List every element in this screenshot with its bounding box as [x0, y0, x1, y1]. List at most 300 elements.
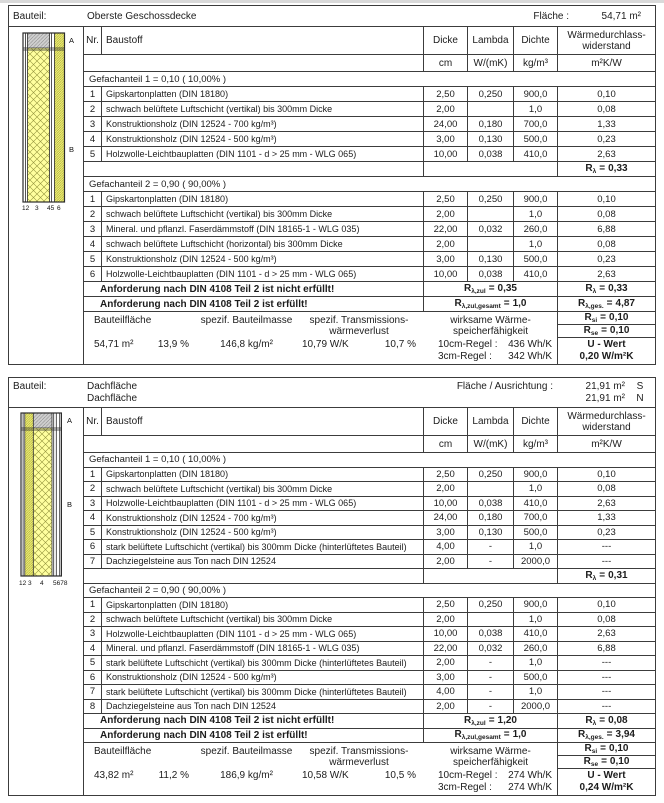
r-result: $R_\lambda = 0,33$ — [585, 283, 628, 295]
regel-3cm-value: 342 Wh/K — [508, 351, 552, 362]
requirement-row-2 — [84, 729, 655, 744]
gefach2-rows — [84, 192, 655, 282]
section-r-row — [84, 162, 655, 177]
material-lambda — [468, 482, 514, 496]
gefach1-rows — [84, 87, 655, 162]
material-name: Dachziegelsteine aus Ton nach DIN 12524 — [102, 700, 424, 714]
material-name: Mineral. und pflanzl. Faserdämmstoff (DIN 18165-1 - WLG 035) — [102, 642, 424, 656]
material-dicke: 2,00 — [424, 613, 468, 627]
r-gesamt: $R_{\lambda,ges.} = 4,87$ — [578, 298, 635, 310]
material-dichte: 500,0 — [514, 526, 558, 540]
material-row — [84, 627, 655, 642]
material-dicke: 10,00 — [424, 627, 468, 641]
material-name: Gipskartonplatten (DIN 18180) — [102, 192, 424, 206]
material-nr: 6 — [84, 540, 102, 554]
material-r: 0,08 — [597, 483, 616, 495]
material-name: stark belüftete Luftschicht (vertikal) bis 300mm Dicke (hinterlüftetes Bauteil) — [102, 685, 424, 699]
material-nr: 3 — [84, 627, 102, 641]
materials-table — [84, 27, 655, 364]
material-r: 0,23 — [597, 133, 616, 145]
material-r: 0,08 — [597, 613, 616, 625]
material-name: schwach belüftete Luftschicht (vertikal) bis 300mm Dicke — [102, 102, 424, 116]
stat-transmission-value: 10,79 W/K — [302, 339, 349, 350]
material-lambda: 0,130 — [468, 252, 514, 266]
r-se: $R_{se} = 0,10$ — [583, 756, 630, 768]
material-dichte: 1,0 — [514, 102, 558, 116]
unit-dichte: kg/m³ — [514, 436, 558, 452]
material-dichte: 500,0 — [514, 252, 558, 266]
requirement-text: Anforderung nach DIN 4108 Teil 2 ist erfüllt! — [84, 297, 424, 311]
material-dicke: 3,00 — [424, 526, 468, 540]
col-dichte: Dichte — [514, 27, 558, 54]
unit-empty — [84, 436, 424, 452]
material-r: 0,08 — [597, 238, 616, 250]
material-row — [84, 207, 655, 222]
material-r: 6,88 — [597, 642, 616, 654]
stat-label-bauteilmasse: spezif. Bauteilmasse — [200, 746, 293, 757]
material-dicke: 2,50 — [424, 468, 468, 482]
material-dichte: 900,0 — [514, 598, 558, 612]
material-r: 0,10 — [597, 468, 616, 480]
material-row — [84, 598, 655, 613]
material-dicke: 3,00 — [424, 252, 468, 266]
material-row — [84, 685, 655, 700]
material-dicke: 2,00 — [424, 656, 468, 670]
material-dicke: 3,00 — [424, 132, 468, 146]
requirement-text: Anforderung nach DIN 4108 Teil 2 ist erfüllt! — [84, 729, 424, 743]
stat-label-bauteilflaeche: Bauteilfläche — [94, 315, 152, 326]
unit-empty — [84, 55, 424, 71]
material-nr: 8 — [84, 700, 102, 714]
material-lambda: - — [468, 671, 514, 685]
material-dicke: 4,00 — [424, 540, 468, 554]
col-waermedurchlass: Wärmedurchlass- widerstand — [567, 29, 646, 52]
material-lambda — [468, 237, 514, 251]
material-r: 1,33 — [597, 118, 616, 130]
material-dicke: 24,00 — [424, 511, 468, 525]
material-name: schwach belüftete Luftschicht (vertikal) bis 300mm Dicke — [102, 482, 424, 496]
diagram-label-b: B — [69, 145, 75, 154]
material-dichte: 900,0 — [514, 192, 558, 206]
material-dichte: 1,0 — [514, 207, 558, 221]
material-dichte: 1,0 — [514, 237, 558, 251]
col-lambda: Lambda — [468, 408, 514, 435]
material-dichte: 1,0 — [514, 656, 558, 670]
material-dicke: 10,00 — [424, 267, 468, 281]
material-dichte: 260,0 — [514, 642, 558, 656]
diagram-label-a: A — [69, 36, 75, 45]
regel-3cm-label: 3cm-Regel : — [438, 782, 492, 793]
col-waermedurchlass: Wärmedurchlass- widerstand — [567, 410, 646, 433]
material-r: 6,88 — [597, 223, 616, 235]
material-name: Holzwolle-Leichtbauplatten (DIN 1101 - d > 25 mm - WLG 065) — [102, 497, 424, 511]
requirement-row-1 — [84, 282, 655, 297]
r-si: $R_{si} = 0,10$ — [584, 312, 629, 324]
stat-label-waermespeicher: wirksame Wärme- speicherfähigkeit — [450, 315, 531, 337]
material-nr: 3 — [84, 222, 102, 236]
material-name: Gipskartonplatten (DIN 18180) — [102, 598, 424, 612]
material-lambda: 0,038 — [468, 267, 514, 281]
material-r: 2,63 — [597, 628, 616, 640]
material-lambda: 0,250 — [468, 598, 514, 612]
material-lambda: 0,130 — [468, 526, 514, 540]
material-lambda: 0,250 — [468, 87, 514, 101]
flaeche-label: Fläche : — [533, 11, 569, 22]
u-wert-value: 0,24 W/m²K — [579, 782, 634, 793]
bauteil-header — [9, 378, 655, 408]
material-lambda — [468, 613, 514, 627]
material-dicke: 2,50 — [424, 87, 468, 101]
material-name: Konstruktionsholz (DIN 12524 - 500 kg/m³) — [102, 132, 424, 146]
material-row — [84, 132, 655, 147]
material-row — [84, 656, 655, 671]
material-nr: 2 — [84, 482, 102, 496]
material-dicke: 24,00 — [424, 117, 468, 131]
material-dicke: 2,00 — [424, 207, 468, 221]
material-name: Holzwolle-Leichtbauplatten (DIN 1101 - d > 25 mm - WLG 065) — [102, 147, 424, 161]
material-r: --- — [601, 555, 612, 567]
material-lambda: 0,038 — [468, 627, 514, 641]
stat-label-bauteilflaeche: Bauteilfläche — [94, 746, 152, 757]
material-dichte: 1,0 — [514, 540, 558, 554]
material-row — [84, 102, 655, 117]
material-lambda: 0,032 — [468, 222, 514, 236]
column-header-row — [84, 27, 655, 55]
material-dichte: 900,0 — [514, 87, 558, 101]
material-dichte: 1,0 — [514, 685, 558, 699]
material-r: --- — [601, 671, 612, 683]
stat-flaeche-pct: 13,9 % — [157, 339, 189, 350]
material-name: Konstruktionsholz (DIN 12524 - 500 kg/m³) — [102, 526, 424, 540]
component-name: Dachfläche — [87, 393, 138, 404]
material-lambda: 0,038 — [468, 497, 514, 511]
material-lambda: 0,250 — [468, 192, 514, 206]
requirement-text: Anforderung nach DIN 4108 Teil 2 ist nicht erfüllt! — [84, 714, 424, 728]
r-se: $R_{se} = 0,10$ — [583, 325, 630, 337]
r-zul: $R_{\lambda,zul} = 1,20$ — [464, 714, 517, 727]
bauteil-label: Bauteil: — [13, 11, 47, 22]
r-lambda-total: $R_\lambda = 0,33$ — [585, 163, 628, 175]
column-header-row — [84, 408, 655, 436]
diagram-layer-numbers: 12 — [19, 580, 27, 587]
material-dichte: 1,0 — [514, 613, 558, 627]
material-dicke: 2,00 — [424, 102, 468, 116]
material-nr: 2 — [84, 207, 102, 221]
material-r: 2,63 — [597, 497, 616, 509]
stat-flaeche-value: 54,71 m² — [94, 339, 134, 350]
diagram-layer-numbers: 3 — [35, 205, 39, 212]
gefach2-rows — [84, 598, 655, 714]
material-r: --- — [601, 657, 612, 669]
material-nr: 2 — [84, 613, 102, 627]
bauteil-header — [9, 6, 655, 27]
requirement-row-2 — [84, 297, 655, 312]
material-name: Konstruktionsholz (DIN 12524 - 500 kg/m³) — [102, 671, 424, 685]
stat-label-transmission: spezif. Transmissions- wärmeverlust — [309, 315, 409, 337]
material-nr: 6 — [84, 671, 102, 685]
construction-diagram-cell — [9, 408, 84, 795]
material-dichte: 2000,0 — [514, 555, 558, 569]
material-nr: 5 — [84, 147, 102, 161]
flaeche-value: 54,71 m² — [601, 11, 641, 22]
u-wert-value: 0,20 W/m²K — [579, 351, 634, 362]
material-dichte: 410,0 — [514, 147, 558, 161]
material-nr: 2 — [84, 102, 102, 116]
r-zul-gesamt: $R_{\lambda,zul,gesamt} = 1,0$ — [454, 298, 527, 310]
material-r: 2,63 — [597, 148, 616, 160]
diagram-layer-numbers: 12 — [22, 205, 30, 212]
material-dichte: 410,0 — [514, 627, 558, 641]
material-dichte: 2000,0 — [514, 700, 558, 714]
material-row — [84, 700, 655, 715]
material-nr: 5 — [84, 252, 102, 266]
flaeche-value: 21,91 m² — [585, 381, 625, 392]
material-nr: 3 — [84, 117, 102, 131]
unit-cm: cm — [424, 436, 468, 452]
material-r: 0,08 — [597, 103, 616, 115]
col-dicke: Dicke — [424, 408, 468, 435]
r-zul: $R_{\lambda,zul} = 0,35$ — [464, 283, 517, 295]
material-nr: 1 — [84, 468, 102, 482]
material-r: 0,10 — [597, 599, 616, 611]
material-r: 0,23 — [597, 526, 616, 538]
material-nr: 4 — [84, 511, 102, 525]
stat-transmission-pct: 10,7 % — [384, 339, 416, 350]
col-nr: Nr. — [84, 408, 102, 435]
construction-diagram-cell — [9, 27, 84, 364]
col-nr: Nr. — [84, 27, 102, 54]
material-row — [84, 642, 655, 657]
material-dicke: 4,00 — [424, 685, 468, 699]
section-r-row — [84, 569, 655, 584]
material-row — [84, 222, 655, 237]
material-row — [84, 192, 655, 207]
stats-block — [84, 312, 655, 364]
material-row — [84, 526, 655, 541]
material-row — [84, 671, 655, 686]
regel-10cm-value: 274 Wh/K — [508, 770, 552, 781]
material-row — [84, 117, 655, 132]
material-row — [84, 252, 655, 267]
material-dicke: 2,50 — [424, 192, 468, 206]
stat-transmission-pct: 10,5 % — [384, 770, 416, 781]
material-lambda: - — [468, 685, 514, 699]
material-r: --- — [601, 541, 612, 553]
unit-lambda: W/(mK) — [468, 436, 514, 452]
units-row — [84, 436, 655, 453]
material-dichte: 410,0 — [514, 267, 558, 281]
material-lambda: 0,180 — [468, 511, 514, 525]
material-name: Gipskartonplatten (DIN 18180) — [102, 87, 424, 101]
material-row — [84, 497, 655, 512]
r-si: $R_{si} = 0,10$ — [584, 743, 629, 755]
material-lambda: 0,180 — [468, 117, 514, 131]
units-row — [84, 55, 655, 72]
col-lambda: Lambda — [468, 27, 514, 54]
material-dicke: 2,00 — [424, 555, 468, 569]
stat-label-bauteilmasse: spezif. Bauteilmasse — [200, 315, 293, 326]
material-row — [84, 613, 655, 628]
material-dicke: 2,00 — [424, 700, 468, 714]
col-baustoff: Baustoff — [102, 408, 424, 435]
material-r: 1,33 — [597, 512, 616, 524]
flaeche-label: Fläche / Ausrichtung : — [456, 381, 553, 392]
material-dicke: 10,00 — [424, 147, 468, 161]
stat-masse-value: 146,8 kg/m² — [220, 339, 273, 350]
material-row — [84, 540, 655, 555]
material-nr: 7 — [84, 685, 102, 699]
material-dichte: 410,0 — [514, 497, 558, 511]
material-name: stark belüftete Luftschicht (vertikal) bis 300mm Dicke (hinterlüftetes Bauteil) — [102, 540, 424, 554]
construction-diagram — [20, 412, 63, 578]
stat-masse-value: 186,9 kg/m² — [220, 770, 273, 781]
material-nr: 1 — [84, 598, 102, 612]
material-r: 0,10 — [597, 193, 616, 205]
stat-label-waermespeicher: wirksame Wärme- speicherfähigkeit — [450, 746, 531, 768]
material-r: 0,08 — [597, 208, 616, 220]
material-lambda: 0,038 — [468, 147, 514, 161]
material-dichte: 260,0 — [514, 222, 558, 236]
material-name: Gipskartonplatten (DIN 18180) — [102, 468, 424, 482]
material-nr: 7 — [84, 555, 102, 569]
stat-transmission-value: 10,58 W/K — [302, 770, 349, 781]
r-result: $R_\lambda = 0,08$ — [585, 714, 628, 727]
construction-diagram — [22, 32, 66, 204]
material-dichte: 500,0 — [514, 132, 558, 146]
requirement-row-1 — [84, 714, 655, 729]
r-gesamt: $R_{\lambda,ges.} = 3,94$ — [578, 729, 635, 742]
material-dicke: 2,50 — [424, 598, 468, 612]
material-row — [84, 555, 655, 570]
material-r: 0,10 — [597, 88, 616, 100]
unit-r: m²K/W — [591, 57, 622, 69]
material-dicke: 22,00 — [424, 222, 468, 236]
material-row — [84, 482, 655, 497]
material-dichte: 700,0 — [514, 117, 558, 131]
unit-cm: cm — [424, 55, 468, 71]
window-edge — [0, 0, 664, 3]
material-dichte: 500,0 — [514, 671, 558, 685]
material-name: schwach belüftete Luftschicht (horizontal) bis 300mm Dicke — [102, 237, 424, 251]
material-lambda — [468, 102, 514, 116]
bauteil-table-dachflaeche — [8, 377, 656, 796]
regel-10cm-value: 436 Wh/K — [508, 339, 552, 350]
material-name: stark belüftete Luftschicht (vertikal) bis 300mm Dicke (hinterlüftetes Bauteil) — [102, 656, 424, 670]
regel-3cm-label: 3cm-Regel : — [438, 351, 492, 362]
material-name: Dachziegelsteine aus Ton nach DIN 12524 — [102, 555, 424, 569]
section-title-gefach1: Gefachanteil 1 = 0,10 ( 10,00% ) — [84, 72, 655, 87]
material-nr: 4 — [84, 237, 102, 251]
material-r: 0,23 — [597, 253, 616, 265]
material-nr: 5 — [84, 526, 102, 540]
materials-table — [84, 408, 655, 795]
material-name: schwach belüftete Luftschicht (vertikal) bis 300mm Dicke — [102, 613, 424, 627]
section-title-gefach1: Gefachanteil 1 = 0,10 ( 10,00% ) — [84, 453, 655, 468]
material-row — [84, 237, 655, 252]
gefach1-rows — [84, 468, 655, 570]
diagram-label-a: A — [67, 416, 73, 425]
diagram-layer-numbers: 45 — [47, 205, 55, 212]
material-nr: 5 — [84, 656, 102, 670]
unit-lambda: W/(mK) — [468, 55, 514, 71]
material-row — [84, 511, 655, 526]
col-baustoff: Baustoff — [102, 27, 424, 54]
material-lambda: 0,130 — [468, 132, 514, 146]
diagram-layer-numbers: 3 — [28, 580, 32, 587]
material-nr: 1 — [84, 87, 102, 101]
material-dicke: 3,00 — [424, 671, 468, 685]
material-lambda: - — [468, 555, 514, 569]
bauteil-label: Bauteil: — [13, 381, 47, 392]
material-dicke: 2,00 — [424, 237, 468, 251]
material-nr: 4 — [84, 642, 102, 656]
unit-dichte: kg/m³ — [514, 55, 558, 71]
material-lambda — [468, 207, 514, 221]
u-wert-label: U - Wert — [587, 770, 626, 781]
material-name: Holzwolle-Leichtbauplatten (DIN 1101 - d > 25 mm - WLG 065) — [102, 267, 424, 281]
diagram-layer-numbers: 5678 — [53, 580, 68, 587]
u-wert-label: U - Wert — [587, 339, 626, 350]
flaeche-value: 21,91 m² — [585, 393, 625, 404]
material-row — [84, 267, 655, 282]
material-r: 2,63 — [597, 268, 616, 280]
material-name: Konstruktionsholz (DIN 12524 - 700 kg/m³) — [102, 117, 424, 131]
stats-block — [84, 743, 655, 795]
material-lambda: - — [468, 656, 514, 670]
material-r: --- — [601, 700, 612, 712]
material-lambda: - — [468, 540, 514, 554]
material-nr: 4 — [84, 132, 102, 146]
diagram-label-b: B — [67, 500, 73, 509]
material-row — [84, 87, 655, 102]
diagram-layer-numbers: 6 — [57, 205, 61, 212]
regel-10cm-label: 10cm-Regel : — [438, 339, 498, 350]
material-dichte: 700,0 — [514, 511, 558, 525]
r-lambda-total: $R_\lambda = 0,31$ — [585, 569, 628, 582]
material-dichte: 900,0 — [514, 468, 558, 482]
material-r: --- — [601, 686, 612, 698]
orientation-value: S — [636, 381, 644, 392]
bauteil-table-oberste-geschossdecke — [8, 5, 656, 365]
regel-3cm-value: 274 Wh/K — [508, 782, 552, 793]
diagram-layer-numbers: 4 — [40, 580, 44, 587]
unit-r: m²K/W — [591, 438, 622, 450]
section-title-gefach2: Gefachanteil 2 = 0,90 ( 90,00% ) — [84, 584, 655, 599]
orientation-value: N — [636, 393, 644, 404]
material-name: Holzwolle-Leichtbauplatten (DIN 1101 - d > 25 mm - WLG 065) — [102, 627, 424, 641]
material-nr: 3 — [84, 497, 102, 511]
material-dichte: 1,0 — [514, 482, 558, 496]
r-zul-gesamt: $R_{\lambda,zul,gesamt} = 1,0$ — [454, 729, 527, 742]
material-name: schwach belüftete Luftschicht (vertikal) bis 300mm Dicke — [102, 207, 424, 221]
stat-label-transmission: spezif. Transmissions- wärmeverlust — [309, 746, 409, 768]
regel-10cm-label: 10cm-Regel : — [438, 770, 498, 781]
material-row — [84, 468, 655, 483]
component-name: Dachfläche — [87, 381, 138, 392]
component-name: Oberste Geschossdecke — [87, 11, 197, 22]
material-dicke: 22,00 — [424, 642, 468, 656]
col-dichte: Dichte — [514, 408, 558, 435]
material-lambda: 0,032 — [468, 642, 514, 656]
material-dicke: 2,00 — [424, 482, 468, 496]
section-title-gefach2: Gefachanteil 2 = 0,90 ( 90,00% ) — [84, 177, 655, 192]
material-lambda: 0,250 — [468, 468, 514, 482]
material-name: Konstruktionsholz (DIN 12524 - 700 kg/m³) — [102, 511, 424, 525]
material-name: Konstruktionsholz (DIN 12524 - 500 kg/m³) — [102, 252, 424, 266]
stat-flaeche-value: 43,82 m² — [94, 770, 134, 781]
material-name: Mineral. und pflanzl. Faserdämmstoff (DIN 18165-1 - WLG 035) — [102, 222, 424, 236]
material-nr: 1 — [84, 192, 102, 206]
